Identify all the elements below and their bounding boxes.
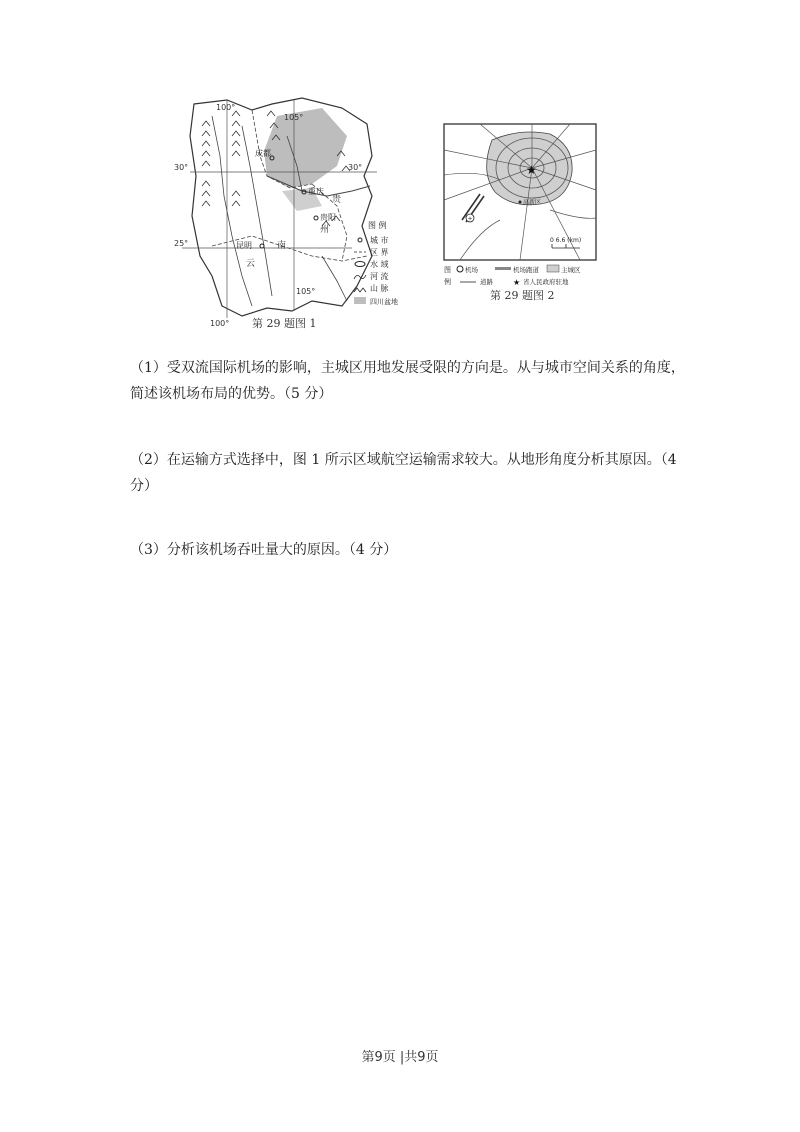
city-label: 贵阳 (320, 213, 336, 222)
urban-legend-icon (547, 265, 559, 272)
figure2-caption: 第 29 题图 2 (490, 289, 555, 302)
city-marker (314, 216, 318, 220)
city-marker (260, 244, 264, 248)
question-1-line-1: （1）受双流国际机场的影响，主城区用地发展受限的方向是。从与城市空间关系的角度， (130, 360, 685, 376)
legend-item: 机场跑道 (513, 266, 539, 274)
water-legend-icon (355, 262, 365, 267)
page-footer: 第9页 |共9页 (361, 1050, 439, 1065)
map1-legend (354, 220, 398, 306)
runway-legend-icon (495, 267, 511, 270)
airport-plus-icon: + (467, 215, 473, 223)
lon-label-top-left: 100° (216, 103, 236, 112)
basin-legend-icon (354, 297, 366, 304)
figure-area (0, 0, 800, 340)
lon-label-top-right: 105° (284, 113, 304, 122)
lat-label-right-30: 30° (348, 163, 363, 172)
question-1-line-2: 简述该机场布局的优势。（5 分） (130, 386, 333, 402)
region-label: 云 (246, 259, 256, 269)
city-legend-icon (358, 238, 362, 242)
legend-head: 例 (444, 278, 451, 286)
legend-item: 道路 (480, 278, 493, 286)
legend-item: 省人民政府驻地 (523, 278, 569, 286)
map2-legend (444, 265, 581, 287)
lat-label-left-25: 25° (174, 239, 189, 248)
government-star-icon: ★ (526, 163, 537, 177)
legend-item: 河 流 (370, 272, 389, 281)
legend-item: 水 域 (370, 260, 389, 269)
airport-legend-icon (457, 266, 463, 272)
city-label: 昆明 (236, 241, 252, 250)
lon-label-bottom-right: 105° (296, 287, 316, 296)
question-2 (130, 447, 690, 499)
legend-item: 区 界 (370, 248, 389, 257)
scale-label: 0 6.6 (km) (550, 237, 582, 244)
legend-item: 机场 (465, 266, 478, 274)
region-label: 州 (320, 225, 330, 235)
region-label: 南 (277, 241, 287, 251)
legend-head: 图 (444, 266, 451, 274)
lon-label-bottom-left: 100° (210, 319, 230, 328)
district-label: 高新区 (523, 199, 542, 206)
legend-item: 山 脉 (370, 284, 389, 293)
city-label: 成都 (255, 149, 271, 158)
district-marker (519, 201, 522, 204)
legend-item: 城 市 (370, 236, 389, 245)
region-label: 贵 (332, 195, 342, 205)
question-3 (130, 537, 690, 563)
question-2-line-2: 分） (130, 478, 158, 494)
legend-title: 图 例 (368, 221, 387, 230)
question-1 (130, 355, 690, 407)
lat-label-left-30: 30° (174, 163, 189, 172)
regional-map (172, 96, 412, 328)
question-3-line-1: （3）分析该机场吞吐量大的原因。（4 分） (130, 542, 398, 558)
city-label: 重庆 (308, 187, 324, 196)
legend-item: 主城区 (561, 266, 581, 274)
city-map (440, 120, 600, 302)
legend-item: 四川盆地 (370, 298, 398, 306)
river-legend-icon (354, 275, 366, 279)
question-2-line-1: （2）在运输方式选择中，图 1 所示区域航空运输需求较大。从地形角度分析其原因。（4 (130, 452, 677, 468)
star-legend-icon: ★ (513, 278, 521, 287)
figure1-caption: 第 29 题图 1 (252, 317, 317, 330)
